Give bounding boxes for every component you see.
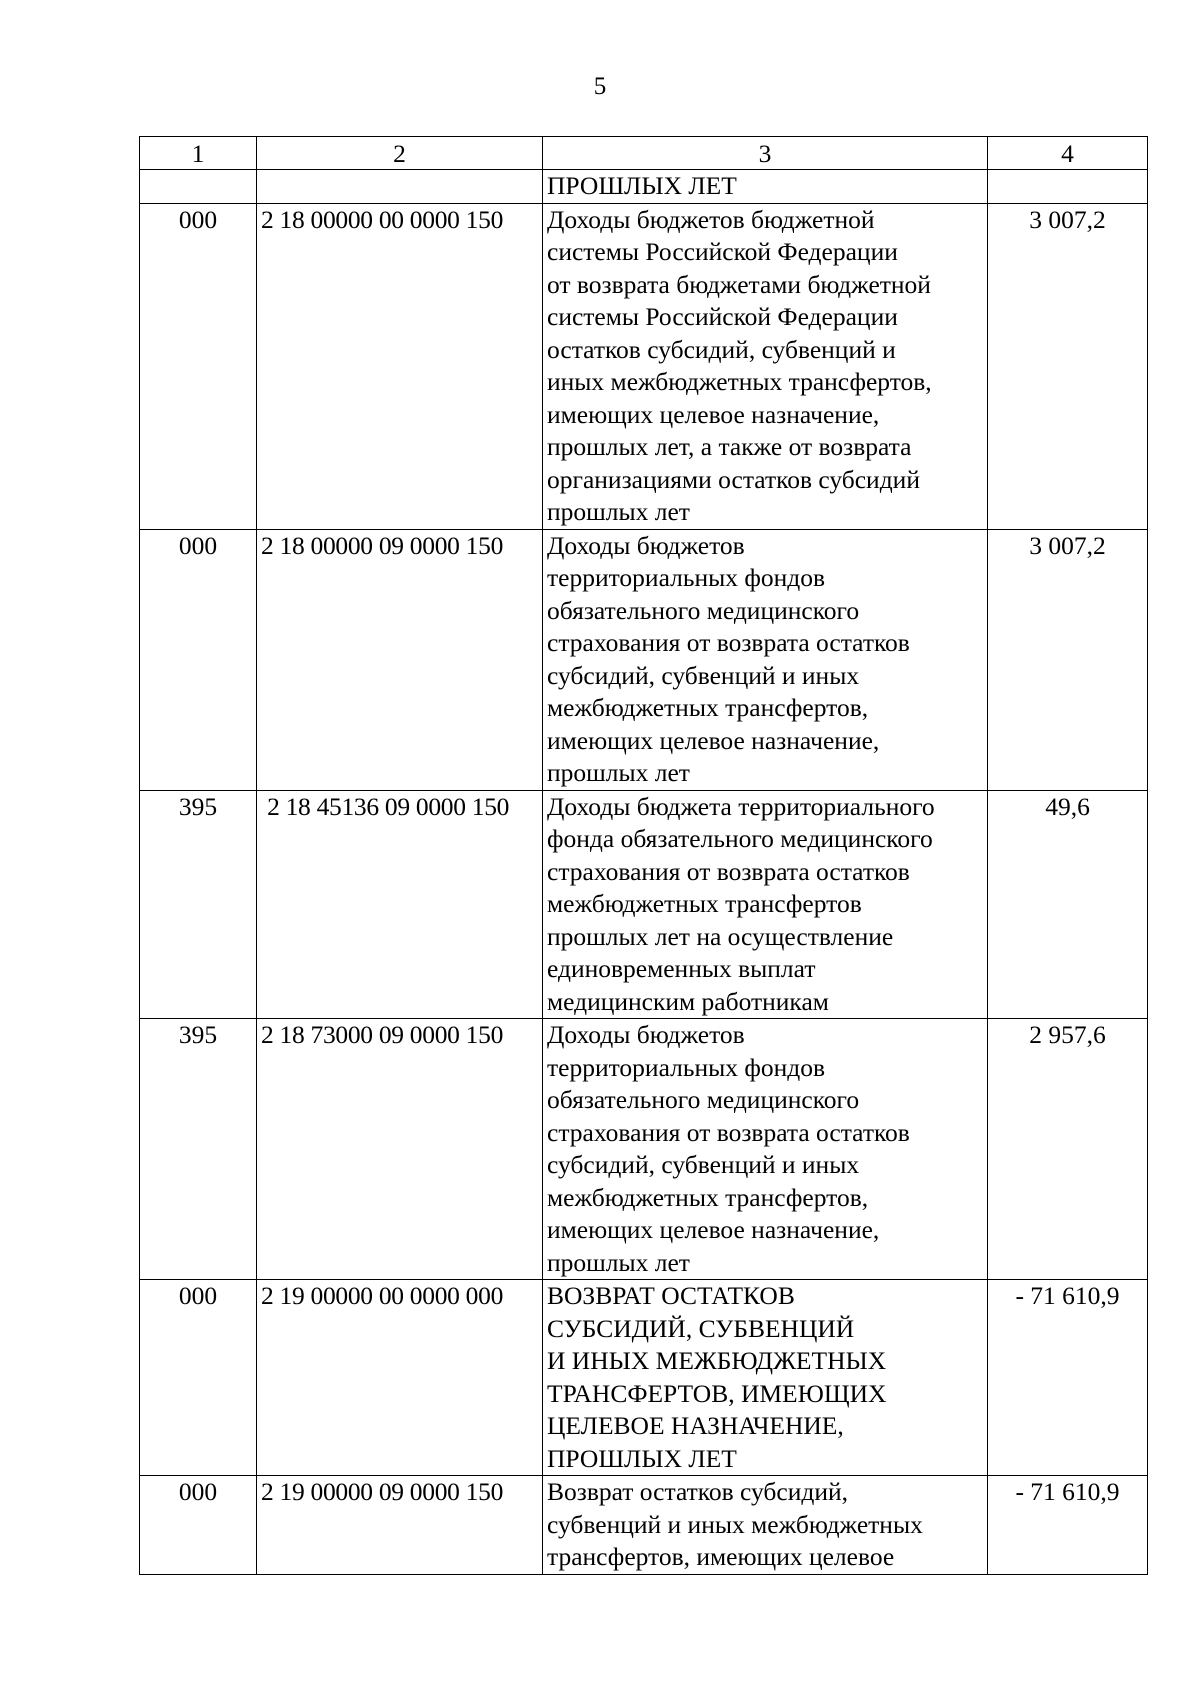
budget-code-cell: 2 18 00000 00 0000 150 xyxy=(257,203,543,529)
column-header-4: 4 xyxy=(988,137,1148,170)
budget-code-cell: 2 19 00000 00 0000 000 xyxy=(257,1280,543,1476)
budget-code-cell xyxy=(257,170,543,204)
table-row xyxy=(140,1280,1148,1476)
table-row xyxy=(140,203,1148,529)
budget-code-cell: 2 18 73000 09 0000 150 xyxy=(257,1019,543,1280)
admin-code-cell: 395 xyxy=(140,1019,257,1280)
amount-cell: 49,6 xyxy=(988,790,1148,1019)
amount-cell: 3 007,2 xyxy=(988,529,1148,790)
admin-code-cell: 000 xyxy=(140,529,257,790)
budget-code-cell: 2 18 00000 09 0000 150 xyxy=(257,529,543,790)
table-row xyxy=(140,1019,1148,1280)
revenue-name-cell: ВОЗВРАТ ОСТАТКОВ СУБСИДИЙ, СУБВЕНЦИЙ И ИНЫХ МЕЖБЮДЖЕТНЫХ ТРАНСФЕРТОВ, ИМЕЮЩИХ ЦЕЛЕВОЕ НАЗНАЧЕНИЕ, ПРОШЛЫХ ЛЕТ xyxy=(543,1280,988,1476)
amount-cell: - 71 610,9 xyxy=(988,1280,1148,1476)
column-header-1: 1 xyxy=(140,137,257,170)
amount-cell xyxy=(988,170,1148,204)
column-number-row xyxy=(140,137,1148,170)
amount-cell: - 71 610,9 xyxy=(988,1476,1148,1575)
admin-code-cell: 395 xyxy=(140,790,257,1019)
admin-code-cell: 000 xyxy=(140,1280,257,1476)
column-header-2: 2 xyxy=(257,137,543,170)
admin-code-cell: 000 xyxy=(140,203,257,529)
revenue-name-cell: ПРОШЛЫХ ЛЕТ xyxy=(543,170,988,204)
table-row xyxy=(140,170,1148,204)
admin-code-cell: 000 xyxy=(140,1476,257,1575)
table-row xyxy=(140,1476,1148,1575)
column-header-3: 3 xyxy=(543,137,988,170)
table-row xyxy=(140,790,1148,1019)
amount-cell: 3 007,2 xyxy=(988,203,1148,529)
admin-code-cell xyxy=(140,170,257,204)
budget-revenue-table xyxy=(139,136,1148,1575)
budget-code-cell: 2 18 45136 09 0000 150 xyxy=(257,790,543,1019)
revenue-name-cell: Доходы бюджетов территориальных фондов обязательного медицинского страхования от возврата остатков субсидий, субвенций и иных межбюджетных трансфертов, имеющих целевое назначение, прошлых лет xyxy=(543,1019,988,1280)
revenue-name-cell: Доходы бюджетов бюджетной системы Российской Федерации от возврата бюджетами бюджетной системы Российской Федерации остатков субсидий, субвенций и иных межбюджетных трансфертов, имеющих целевое назначение, прошлых лет, а также от возврата организациями остатков субсидий прошлых лет xyxy=(543,203,988,529)
table-row xyxy=(140,529,1148,790)
revenue-name-cell: Доходы бюджетов территориальных фондов обязательного медицинского страхования от возврата остатков субсидий, субвенций и иных межбюджетных трансфертов, имеющих целевое назначение, прошлых лет xyxy=(543,529,988,790)
page-number: 5 xyxy=(593,73,607,100)
amount-cell: 2 957,6 xyxy=(988,1019,1148,1280)
revenue-name-cell: Доходы бюджета территориального фонда обязательного медицинского страхования от возврата остатков межбюджетных трансфертов прошлых лет на осуществление единовременных выплат медицинским работникам xyxy=(543,790,988,1019)
revenue-name-cell: Возврат остатков субсидий, субвенций и иных межбюджетных трансфертов, имеющих целевое xyxy=(543,1476,988,1575)
budget-code-cell: 2 19 00000 09 0000 150 xyxy=(257,1476,543,1575)
